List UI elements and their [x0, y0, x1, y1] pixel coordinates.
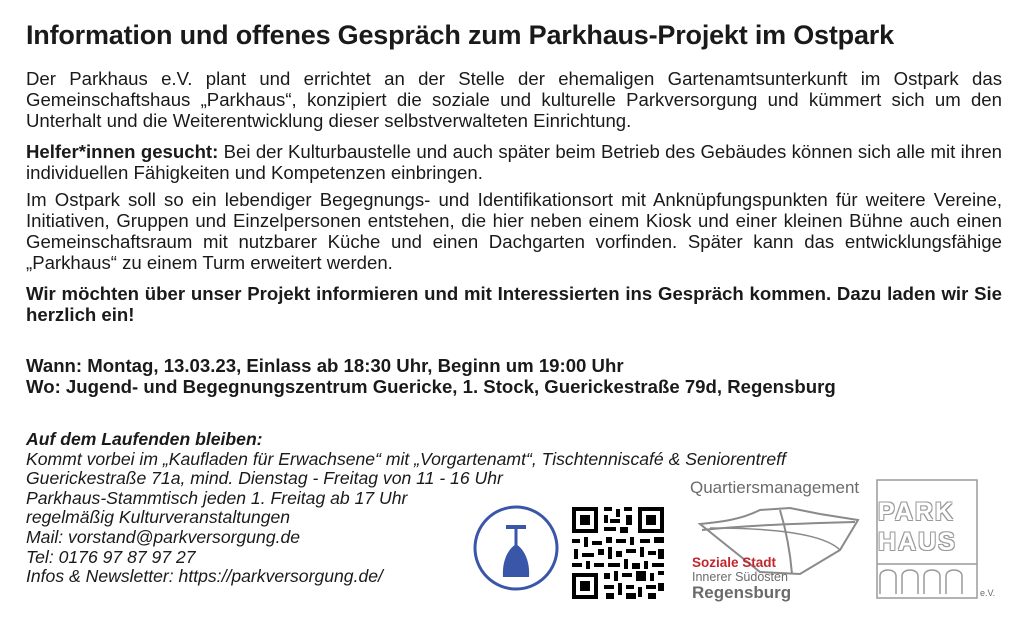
page-title: Information und offenes Gespräch zum Parkhaus-Projekt im Ostpark [26, 20, 894, 50]
quartier-line-innerer-suedosten: Innerer Südosten [692, 570, 788, 584]
stay-line-mail[interactable]: Mail: vorstand@parkversorgung.de [26, 526, 301, 547]
helpers-text: Bei der Kulturbaustelle und auch später beim Betrieb des Gebäudes können sich alle mit ihren individuellen Fähigkeiten und Kompetenzen einbringen. [26, 141, 1002, 183]
qr-code[interactable] [570, 505, 666, 601]
quartier-title: Quartiersmanagement [690, 478, 860, 497]
wine-glass-icon [472, 504, 560, 592]
quartiersmanagement-logo [690, 478, 870, 608]
event-where: Wo: Jugend- und Begegnungszentrum Guericke, 1. Stock, Guerickestraße 79d, Regensburg [26, 376, 836, 397]
event-info [26, 355, 836, 397]
parkhaus-ev-suffix: e.V. [980, 588, 996, 598]
helpers-label: Helfer*innen gesucht: [26, 141, 219, 162]
invite-paragraph: Wir möchten über unser Projekt informieren und mit Interessierten ins Gespräch kommen. Dazu laden wir Sie herzlich ein! [26, 283, 1002, 325]
intro-paragraph: Der Parkhaus e.V. plant und errichtet an der Stelle der ehemaligen Gartenamtsunterkunft im Ostpark das Gemeinschaftshaus „Parkhaus“, konzipiert die soziale und kulturelle Parkversorgung und kümmert sich um den Unterhalt und die Weiterentwicklung dieser selbstverwalteten Einrichtung. [26, 68, 1002, 131]
quartier-line-regensburg: Regensburg [692, 583, 792, 602]
parkhaus-word-park: PARK [878, 498, 955, 526]
body-text [26, 68, 1002, 335]
parkhaus-word-haus: HAUS [878, 528, 957, 556]
parkhaus-logo [876, 478, 1006, 608]
stay-line-stammtisch: Parkhaus-Stammtisch jeden 1. Freitag ab 17 Uhr [26, 487, 408, 508]
vision-paragraph: Im Ostpark soll so ein lebendiger Begegnungs- und Identifikationsort mit Anknüpfungspunkten für weitere Vereine, Initiativen, Gruppen und Einzelpersonen entstehen, die hier neben einem Kiosk und einer kleinen Bühne auch einen Gemeinschaftsraum mit nutzbarer Küche und einen Dachgarten vorfinden. Später kann das entwicklungsfähige „Parkhaus“ zu einem Turm erweitert werden. [26, 189, 1002, 273]
quartier-line-soziale-stadt: Soziale Stadt [692, 555, 777, 570]
event-when: Wann: Montag, 13.03.23, Einlass ab 18:30 Uhr, Beginn um 19:00 Uhr [26, 355, 624, 376]
stay-line-shop: Kommt vorbei im „Kaufladen für Erwachsene“ mit „Vorgartenamt“, Tischtenniscafé & Seniorentreff [26, 448, 786, 469]
stay-line-address: Guerickestraße 71a, mind. Dienstag - Freitag von 11 - 16 Uhr [26, 468, 503, 489]
stay-line-phone[interactable]: Tel: 0176 97 87 97 27 [26, 546, 196, 567]
stay-informed-heading: Auf dem Laufenden bleiben: [26, 429, 263, 449]
helpers-paragraph [26, 141, 1002, 183]
stay-line-culture: regelmäßig Kulturveranstaltungen [26, 507, 291, 528]
stay-line-website[interactable]: Infos & Newsletter: https://parkversorgung.de/ [26, 566, 383, 587]
